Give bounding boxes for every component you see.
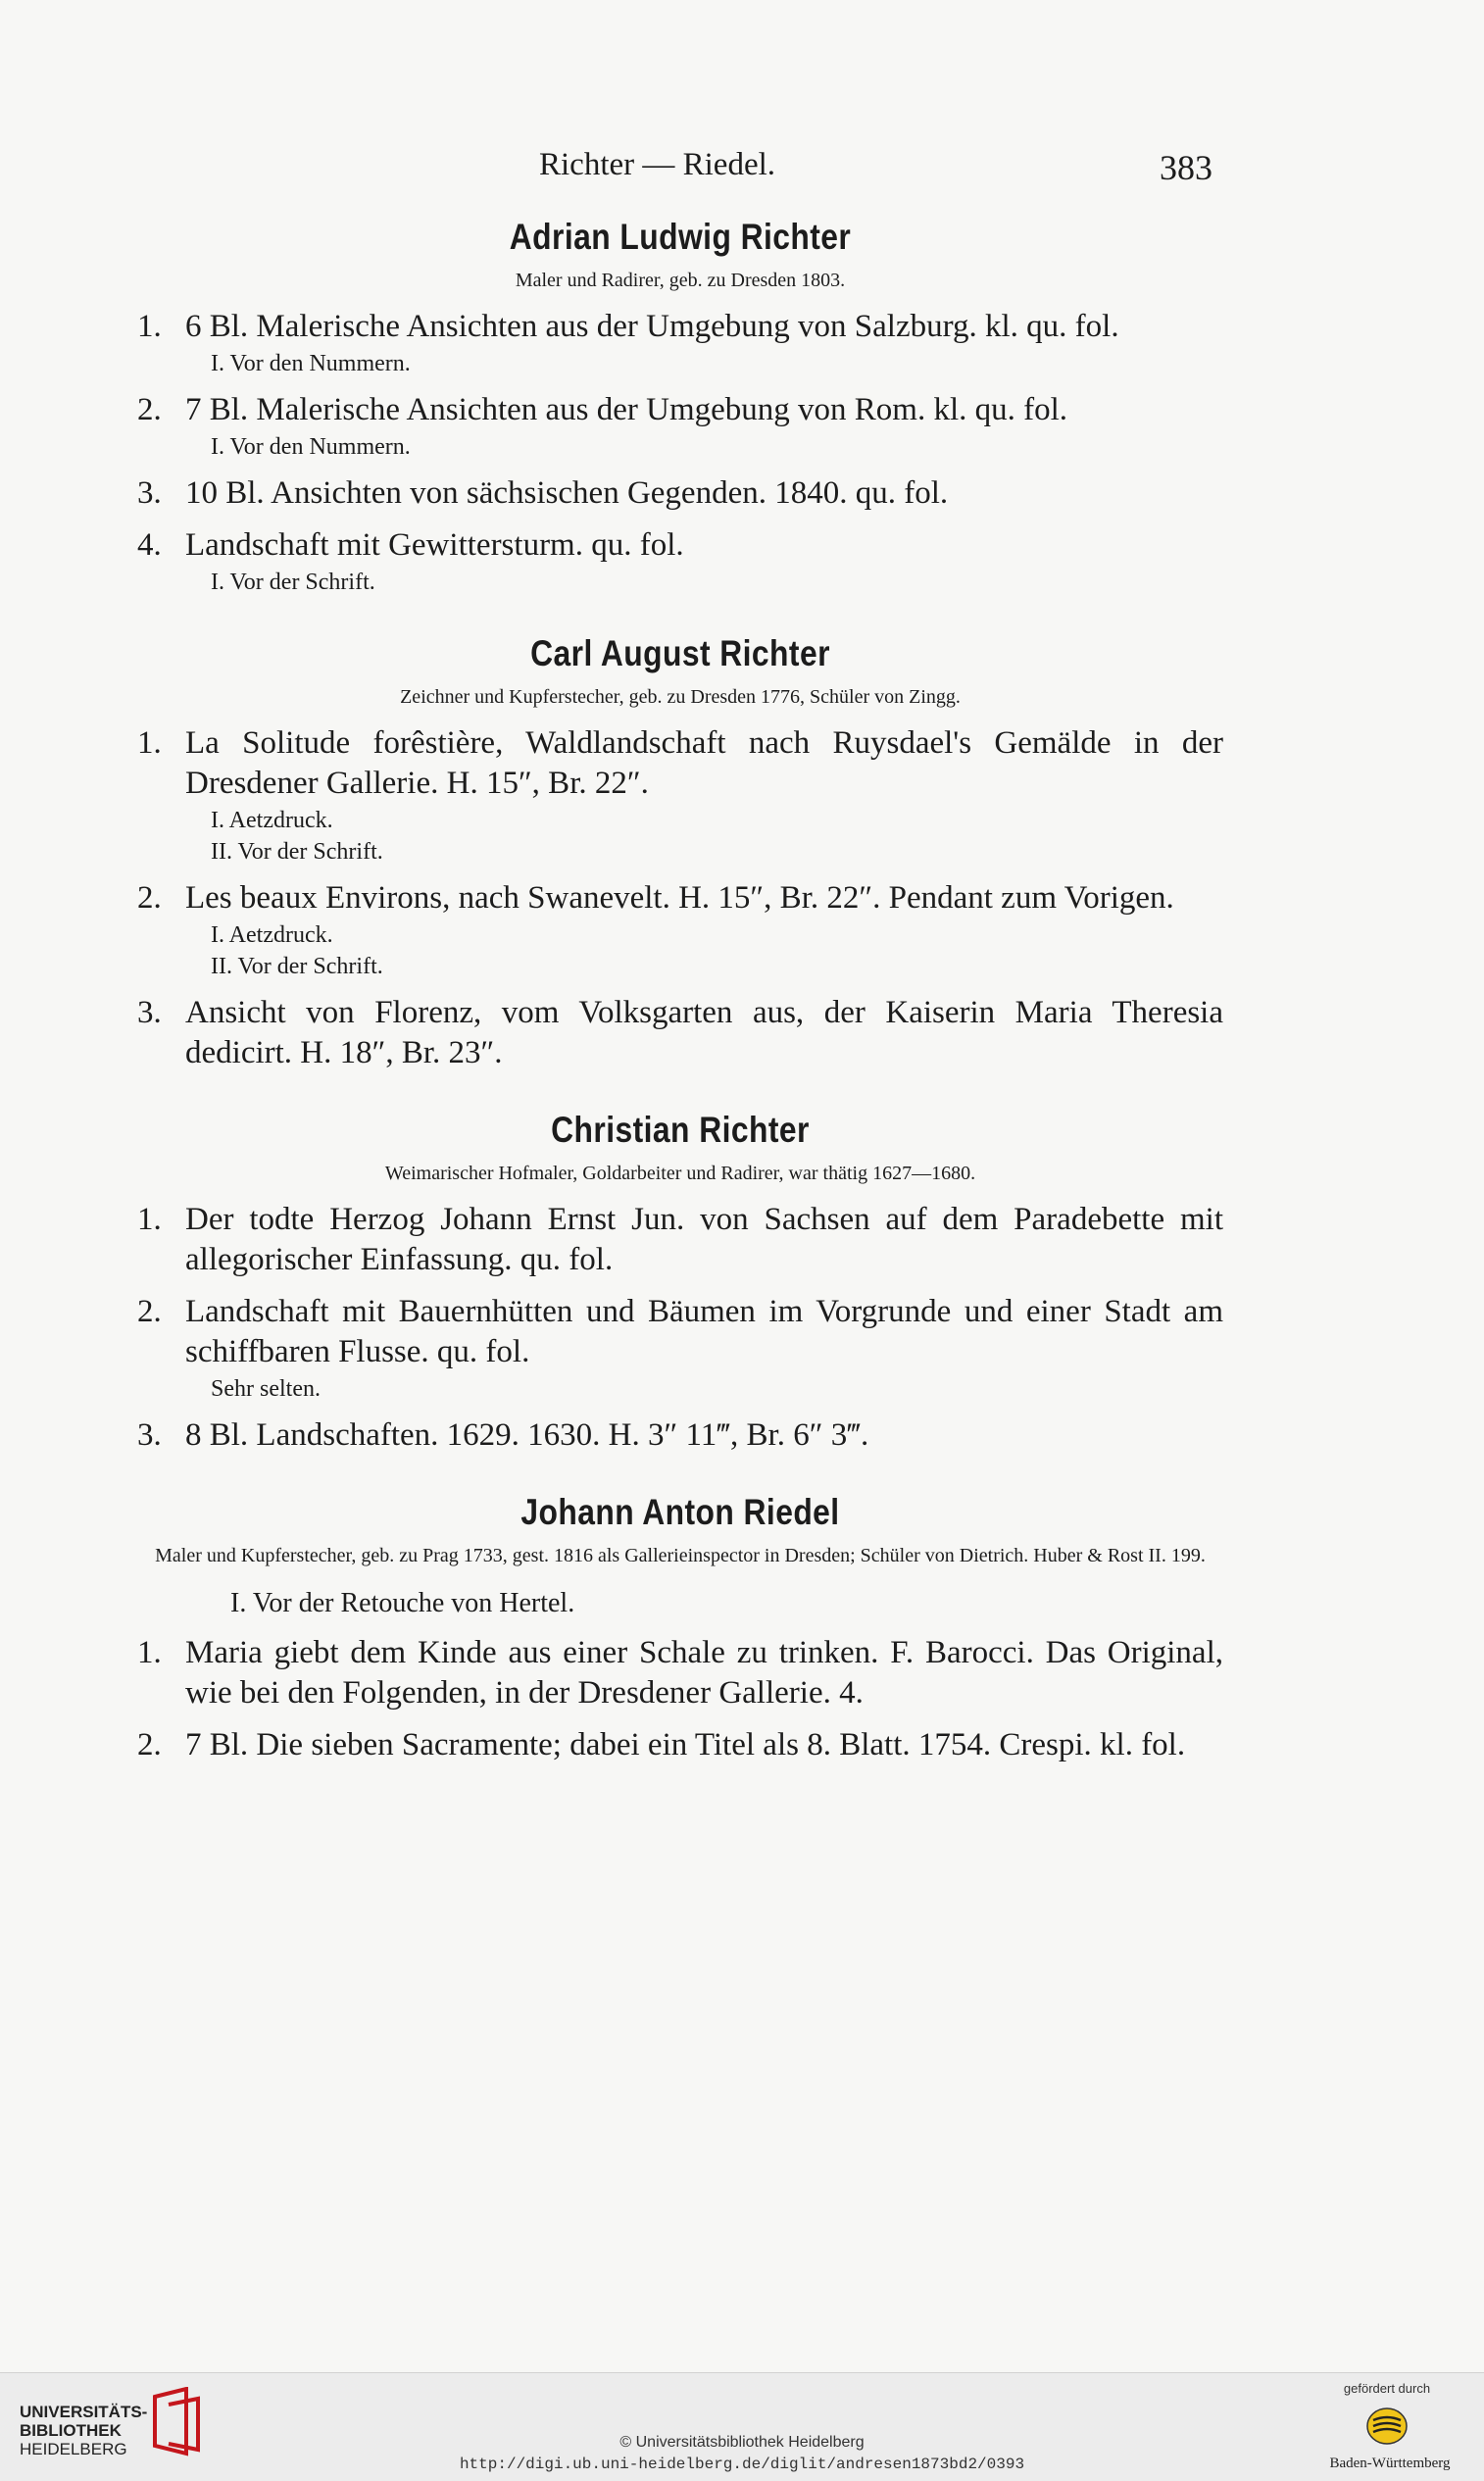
library-name-line3: HEIDELBERG — [20, 2440, 127, 2458]
entry-text: Der todte Herzog Johann Ernst Jun. von Sachsen auf dem Paradebette mit allegorischer Einfassung. qu. fol. — [185, 1202, 1223, 1277]
artist-section — [137, 214, 1223, 597]
entry-number: 3. — [137, 1417, 162, 1453]
running-title: Richter — Riedel. — [539, 147, 776, 182]
entry-number: 1. — [137, 1635, 162, 1670]
catalog-entry — [137, 1633, 1223, 1713]
state-note: I. Vor den Nummern. — [211, 434, 411, 460]
entry-number: 3. — [137, 475, 162, 511]
catalog-entry — [137, 307, 1223, 347]
running-header — [0, 147, 1484, 196]
library-name-line1: UNIVERSITÄTS- — [20, 2403, 148, 2421]
funded-by-label: gefördert durch — [1343, 2381, 1431, 2396]
artist-name: Christian Richter — [551, 1110, 810, 1150]
catalog-entry — [137, 473, 1223, 514]
funder-name: Baden-Württemberg — [1329, 2456, 1451, 2471]
state-note: I. Vor der Retouche von Hertel. — [230, 1588, 575, 1618]
entry-text: Maria giebt dem Kinde aus einer Schale zu trinken. F. Barocci. Das Original, wie bei den Folgenden, in der Dresdener Gallerie. 4. — [185, 1635, 1223, 1711]
entry-number: 2. — [137, 392, 162, 427]
artist-description: Maler und Kupferstecher, geb. zu Prag 1733, gest. 1816 als Gallerieinspector in Dresden; Schüler von Dietrich. Huber & Rost II. 199. — [155, 1545, 1206, 1566]
permalink-url[interactable]: http://digi.ub.uni-heidelberg.de/diglit/andresen1873bd2/0393 — [459, 2456, 1025, 2473]
artist-description: Zeichner und Kupferstecher, geb. zu Dresden 1776, Schüler von Zingg. — [400, 686, 961, 708]
artist-section — [137, 1489, 1223, 1765]
entry-text: 7 Bl. Malerische Ansichten aus der Umgebung von Rom. kl. qu. fol. — [185, 392, 1068, 427]
catalog-entry — [137, 1200, 1223, 1280]
entry-number: 3. — [137, 995, 162, 1030]
entry-number: 2. — [137, 880, 162, 916]
artist-description: Maler und Radirer, geb. zu Dresden 1803. — [515, 270, 846, 291]
footer-bar — [0, 2372, 1484, 2481]
entry-text: Les beaux Environs, nach Swanevelt. H. 15″, Br. 22″. Pendant zum Vorigen. — [185, 880, 1174, 916]
state-note: II. Vor der Schrift. — [211, 839, 383, 865]
entry-text: Landschaft mit Bauernhütten und Bäumen im Vorgrunde und einer Stadt am schiffbaren Flusse. qu. fol. — [185, 1294, 1223, 1369]
artist-description: Weimarischer Hofmaler, Goldarbeiter und Radirer, war thätig 1627—1680. — [384, 1163, 976, 1184]
entry-number: 4. — [137, 527, 162, 563]
entry-number: 2. — [137, 1294, 162, 1329]
state-note: Sehr selten. — [211, 1376, 321, 1402]
entry-text: Landschaft mit Gewittersturm. qu. fol. — [185, 527, 684, 563]
artist-name: Adrian Ludwig Richter — [509, 217, 852, 257]
copyright-notice: © Universitätsbibliothek Heidelberg — [619, 2434, 865, 2451]
entry-number: 2. — [137, 1727, 162, 1762]
artist-section — [137, 630, 1223, 1073]
artist-name: Carl August Richter — [530, 633, 830, 673]
coat-of-arms-icon — [1365, 2405, 1409, 2448]
library-name-line2: BIBLIOTHEK — [20, 2421, 122, 2440]
state-note: I. Vor den Nummern. — [211, 351, 411, 376]
entry-text: 7 Bl. Die sieben Sacramente; dabei ein Titel als 8. Blatt. 1754. Crespi. kl. fol. — [185, 1727, 1186, 1762]
catalog-entry — [137, 993, 1223, 1073]
page-number: 383 — [1160, 148, 1212, 187]
catalog-entry — [137, 1725, 1223, 1765]
catalog-entry — [137, 1415, 1223, 1456]
artist-section — [137, 1107, 1223, 1456]
entry-text: 10 Bl. Ansichten von sächsischen Gegenden. 1840. qu. fol. — [185, 475, 949, 511]
entry-text: Ansicht von Florenz, vom Volksgarten aus, der Kaiserin Maria Theresia dedicirt. H. 18″, Br. 23″. — [185, 995, 1223, 1070]
entry-number: 1. — [137, 1202, 162, 1237]
entry-number: 1. — [137, 309, 162, 344]
catalog-entry — [137, 1292, 1223, 1372]
catalog-entry — [137, 878, 1223, 918]
catalog-content — [137, 214, 1223, 1799]
entry-text: 8 Bl. Landschaften. 1629. 1630. H. 3″ 11‴, Br. 6″ 3‴. — [185, 1417, 869, 1453]
catalog-entry — [137, 723, 1223, 804]
catalog-entry — [137, 390, 1223, 430]
state-note: I. Aetzdruck. — [211, 922, 333, 948]
catalog-entry — [137, 525, 1223, 566]
state-note: I. Aetzdruck. — [211, 808, 333, 833]
entry-text: 6 Bl. Malerische Ansichten aus der Umgebung von Salzburg. kl. qu. fol. — [185, 309, 1119, 344]
entry-text: La Solitude forêstière, Waldlandschaft nach Ruysdael's Gemälde in der Dresdener Gallerie. H. 15″, Br. 22″. — [185, 725, 1223, 801]
state-note: I. Vor der Schrift. — [211, 570, 375, 595]
state-note: II. Vor der Schrift. — [211, 954, 383, 979]
artist-name: Johann Anton Riedel — [520, 1492, 840, 1532]
entry-number: 1. — [137, 725, 162, 761]
